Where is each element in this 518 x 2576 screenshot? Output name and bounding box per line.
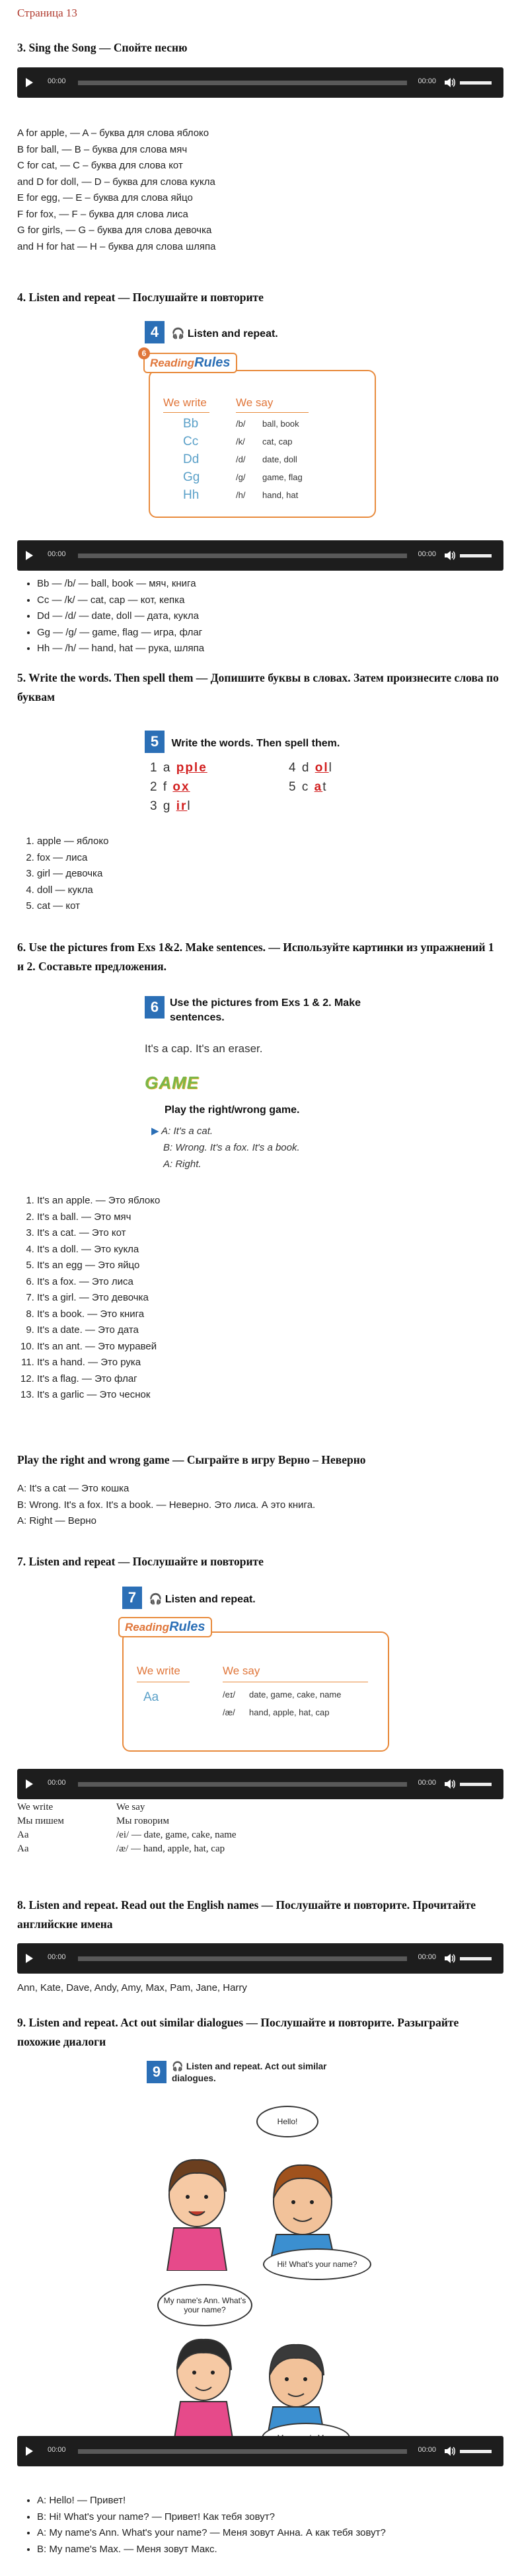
section-6-list [17,1193,160,1404]
table-row: Aa /ei/ — date, game, cake, name [17,1830,237,1840]
list-item: • Cc — /k/ — cat, cap — кот, кепка [37,592,204,609]
rule-sound: /d/ [236,454,246,464]
audio-player-3[interactable] [17,67,503,98]
rule-words: game, flag [262,472,303,482]
volume-icon[interactable] [444,1953,456,1964]
section-8-heading: 8. Listen and repeat. Read out the English names — Послушайте и повторите. Прочитайте английские имена [17,1898,476,1931]
exercise-number: 6 [145,996,165,1019]
duration: 00:00 [418,2446,436,2454]
rule-letters: Hh [183,488,200,502]
headphones-icon: 🎧 [171,328,185,340]
play-icon[interactable] [26,78,33,87]
dialog-line: ▶ A: It's a cat. [151,1126,213,1137]
progress-bar[interactable] [78,1956,407,1961]
list-item: 8. It's a book. — Это книга [37,1306,160,1323]
rule-words: cat, cap [262,437,293,447]
section-3-heading: 3. Sing the Song — Спойте песню [17,41,188,54]
song-line: and D for doll, — D – буква для слова кукла [17,176,215,188]
rule-letters: Aa [143,1690,159,1704]
volume-slider[interactable] [460,1783,492,1786]
word-item: 1 a pple [150,761,207,775]
tag-reading: Reading [150,357,195,369]
duration: 00:00 [418,77,436,85]
list-item: 2. It's a ball. — Это мяч [37,1209,160,1226]
reading-rules-panel [122,1631,389,1752]
we-write-label: We write [137,1664,180,1677]
audio-player-9[interactable] [17,2436,503,2466]
rule-sound: /eɪ/ [223,1690,236,1699]
volume-icon[interactable] [444,77,456,88]
volume-slider[interactable] [460,554,492,557]
section-5-heading: 5. Write the words. Then spell them — Допишите буквы в словах. Затем произнесите слова по буквам [17,671,499,703]
exercise-7-image [116,1585,406,1757]
song-line: C for cat, — C – буква для слова кот [17,160,183,171]
rule-sound: /k/ [236,437,245,447]
list-item: • A: Hello! — Привет! [37,2493,386,2509]
progress-bar[interactable] [78,1782,407,1787]
exercise-title: Listen and repeat. [187,328,278,340]
current-time: 00:00 [48,2446,66,2454]
section-9-heading: 9. Listen and repeat. Act out similar dialogues — Послушайте и повторите. Разыграйте похожие диалоги [17,2016,459,2048]
list-item: • A: My name's Ann. What's your name? — Меня зовут Анна. А как тебя зовут? [37,2525,386,2542]
volume-slider[interactable] [460,2450,492,2453]
rule-sound: /h/ [236,490,246,500]
table-row: Aa /æ/ — hand, apple, hat, cap [17,1843,225,1854]
reading-rules-tag [118,1617,212,1637]
rules-table [17,1801,250,1856]
exercise-title: Write the words. Then spell them. [171,738,340,749]
section-6-heading: 6. Use the pictures from Exs 1&2. Make sentences. — Используйте картинки из упражнений 1 и 2. Составьте предложения. [17,941,494,973]
rule-words: hand, apple, hat, cap [249,1707,330,1717]
duration: 00:00 [418,1779,436,1787]
exercise-6-image [142,995,380,1193]
volume-icon[interactable] [444,550,456,561]
list-item: 1. It's an apple. — Это яблоко [37,1193,160,1209]
section-5-list [17,834,108,915]
tag-rules: Rules [169,1620,205,1634]
section-4-heading: 4. Listen and repeat — Послушайте и повторите [17,291,264,304]
current-time: 00:00 [48,77,66,85]
list-item: 1. apple — яблоко [37,834,108,850]
rule-sound: /b/ [236,419,246,429]
current-time: 00:00 [48,1779,66,1787]
current-time: 00:00 [48,550,66,558]
game-title: Play the right/wrong game. [165,1104,300,1116]
play-icon[interactable] [26,1954,33,1963]
list-item: • B: Hi! What's your name? — Привет! Как тебя зовут? [37,2509,386,2526]
exercise-5-image [142,729,380,822]
list-item: 2. fox — лиса [37,850,108,867]
game-heading: Play the right and wrong game — Сыграйте в игру Верно – Неверно [17,1453,366,1466]
dialog-line: B: Wrong. It's a fox. It's a book. [163,1142,300,1153]
song-line: and H for hat — H – буква для слова шляпа [17,240,216,252]
headphones-icon: 🎧 [149,1594,163,1605]
progress-bar[interactable] [78,81,407,85]
exercise-title: Listen and repeat. [165,1594,256,1605]
we-say-label: We say [236,396,274,409]
list-item: 4. doll — кукла [37,882,108,899]
tag-rules: Rules [194,355,231,370]
speech-bubble: My name's Ann. What's your name? [157,2284,252,2326]
volume-icon[interactable] [444,2446,456,2456]
song-line: G for girls, — G – буква для слова девочка [17,225,212,236]
list-item: • B: My name's Max. — Меня зовут Макс. [37,2542,386,2558]
volume-icon[interactable] [444,1779,456,1789]
exercise-9-image [144,2059,375,2456]
rule-sound: /æ/ [223,1707,235,1717]
table-row: Мы пишем Мы говорим [17,1816,169,1826]
headphones-icon: 🎧 [172,2061,184,2071]
reading-rules-panel [149,370,376,518]
exercise-4-image [142,320,380,524]
game-line: A: Right — Верно [17,1515,97,1526]
progress-bar[interactable] [78,2449,407,2454]
list-item: 10. It's an ant. — Это муравей [37,1339,160,1355]
rule-words: ball, book [262,419,299,429]
list-item: 3. It's a cat. — Это кот [37,1225,160,1242]
list-item: 5. It's an egg — Это яйцо [37,1258,160,1274]
list-item: 4. It's a doll. — Это кукла [37,1242,160,1258]
word-item: 4 d oll [289,761,333,775]
play-icon[interactable] [26,1779,33,1789]
reading-rules-tag [141,349,237,373]
list-item: 7. It's a girl. — Это девочка [37,1290,160,1306]
rule-letters: Bb [183,417,199,431]
game-line: A: It's a cat — Это кошка [17,1483,130,1494]
play-icon[interactable] [26,551,33,560]
exercise-number: 7 [122,1587,142,1609]
rule-letters: Cc [183,435,199,448]
section-7-heading: 7. Listen and repeat — Послушайте и повторите [17,1555,264,1568]
page-label: Страница 13 [17,7,77,19]
list-item: 11. It's a hand. — Это рука [37,1355,160,1371]
rule-words: date, game, cake, name [249,1690,342,1699]
list-item: 3. girl — девочка [37,866,108,882]
tag-number: 6 [138,347,150,359]
song-line: E for egg, — E – буква для слова яйцо [17,192,193,203]
tag-reading: Reading [125,1621,170,1633]
play-arrow-icon: ▶ [151,1126,159,1137]
play-icon[interactable] [26,2447,33,2456]
duration: 00:00 [418,550,436,558]
progress-bar[interactable] [78,554,407,558]
current-time: 00:00 [48,1953,66,1961]
song-lines [17,125,215,255]
list-item: • Hh — /h/ — hand, hat — рука, шляпа [37,641,204,657]
list-item: • Dd — /d/ — date, doll — дата, кукла [37,608,204,625]
song-line: A for apple, — A – буква для слова яблоко [17,127,209,139]
list-item: 6. It's a fox. — Это лиса [37,1274,160,1291]
word-item: 5 c at [289,780,328,794]
song-line: B for ball, — B – буква для слова мяч [17,143,188,155]
exercise-number: 9 [147,2061,166,2083]
song-line: F for fox, — F – буква для слова лиса [17,208,188,220]
list-item: • Bb — /b/ — ball, book — мяч, книга [37,576,204,592]
example-sentence: It's a cap. It's an eraser. [145,1042,263,1055]
rule-words: date, doll [262,454,297,464]
rule-letters: Dd [183,452,200,466]
names-line: Ann, Kate, Dave, Andy, Amy, Max, Pam, Jane, Harry [17,1982,247,1993]
dialog-line: A: Right. [163,1159,202,1170]
exercise-number: 4 [145,321,165,343]
rule-words: hand, hat [262,490,299,500]
word-item: 2 f ox [150,780,190,794]
table-row: We write We say [17,1802,145,1812]
list-item: 5. cat — кот [37,898,108,915]
word-item: 3 g irl [150,799,192,813]
duration: 00:00 [418,1953,436,1961]
volume-slider[interactable] [460,81,492,85]
list-item: 13. It's a garlic — Это чеснок [37,1387,160,1404]
exercise-title: Use the pictures from Exs 1 & 2. Make sentences. [170,997,361,1023]
speech-bubble: Hello! [256,2106,318,2137]
rule-letters: Gg [183,470,200,484]
list-item: 9. It's a date. — Это дата [37,1322,160,1339]
section-9-list [17,2493,386,2558]
list-item: 12. It's a flag. — Это флаг [37,1371,160,1388]
speech-bubble: Hi! What's your name? [263,2248,371,2280]
game-label: GAME [145,1073,199,1092]
volume-slider[interactable] [460,1957,492,1960]
we-say-label: We say [223,1664,260,1677]
audio-player-8[interactable] [17,1943,503,1974]
game-lines [17,1481,315,1530]
game-line: B: Wrong. It's a fox. It's a book. — Неверно. Это лиса. А это книга. [17,1499,316,1511]
exercise-number: 5 [145,731,165,753]
section-4-list [17,576,204,657]
audio-player-7[interactable] [17,1769,503,1799]
rule-sound: /g/ [236,472,246,482]
list-item: • Gg — /g/ — game, flag — игра, флаг [37,625,204,641]
we-write-label: We write [163,396,207,409]
audio-player-4[interactable] [17,540,503,571]
exercise-title: Listen and repeat. Act out similar dialogues. [172,2061,327,2083]
